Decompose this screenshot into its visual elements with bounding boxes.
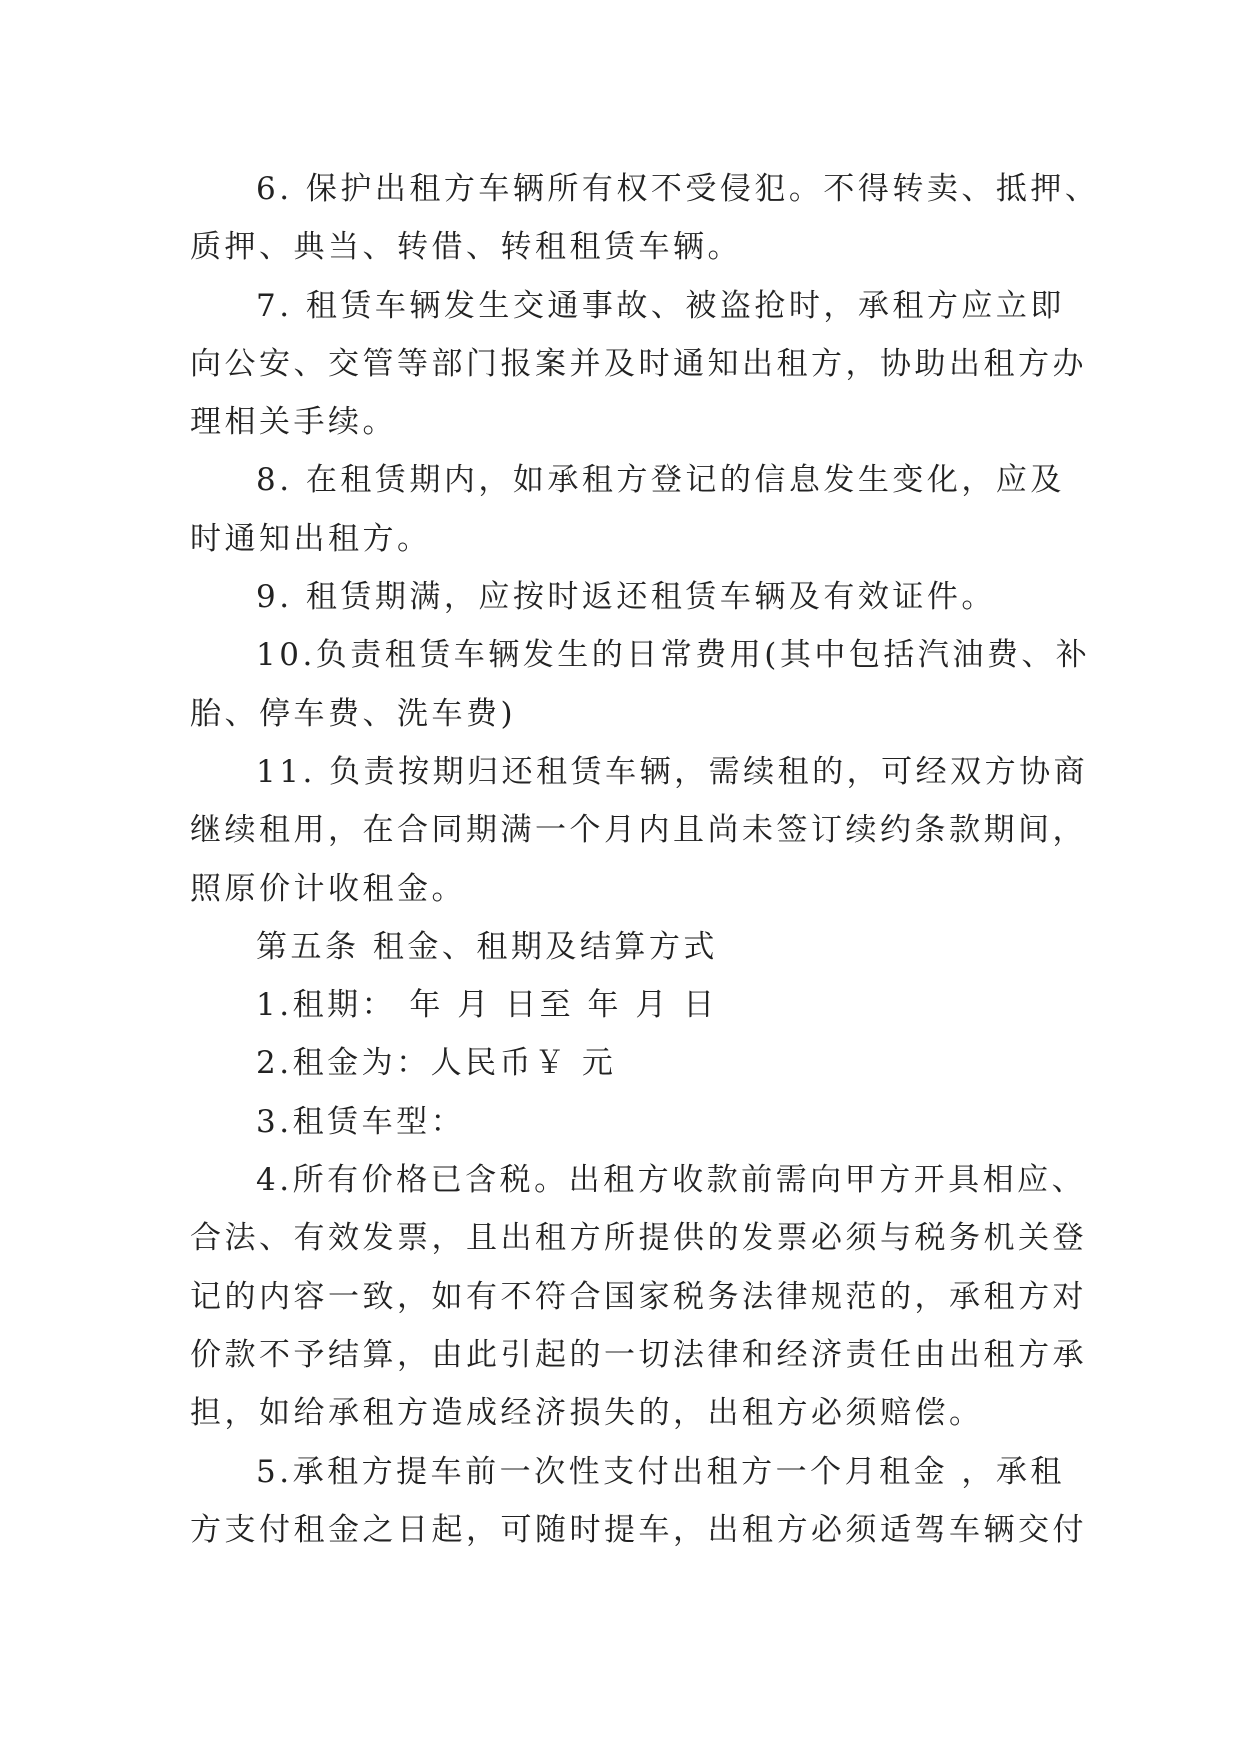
text-line: 担，如给承租方造成经济损失的，出租方必须赔偿。 xyxy=(190,1395,984,1432)
text-line: 质押、典当、转借、转租租赁车辆。 xyxy=(190,229,742,266)
text-line: 9. 租赁期满，应按时返还租赁车辆及有效证件。 xyxy=(256,579,996,616)
text-line: 向公安、交管等部门报案并及时通知出租方，协助出租方办 xyxy=(190,345,1087,382)
article-5-item-5 xyxy=(190,1443,1087,1560)
clause-6 xyxy=(190,160,1100,277)
text-line: 胎、停车费、洗车费) xyxy=(190,695,517,732)
text-line: 5.承租方提车前一次性支付出租方一个月租金 ，承租 xyxy=(256,1453,1065,1490)
article-5-heading xyxy=(190,918,1070,976)
text-line: 照原价计收租金。 xyxy=(190,870,466,907)
clause-10 xyxy=(190,626,1091,743)
section-heading: 第五条 租金、租期及结算方式 xyxy=(256,928,718,965)
text-line: 价款不予结算，由此引起的一切法律和经济责任由出租方承 xyxy=(190,1336,1087,1373)
text-line: 11. 负责按期归还租赁车辆，需续租的，可经双方协商 xyxy=(256,753,1089,790)
document-body xyxy=(190,160,1100,1559)
text-line: 8. 在租赁期内，如承租方登记的信息发生变化，应及 xyxy=(256,462,1065,499)
clause-7 xyxy=(190,277,1087,452)
text-line: 方支付租金之日起，可随时提车，出租方必须适驾车辆交付 xyxy=(190,1511,1087,1548)
text-line: 1.租期： 年 月 日至 年 月 日 xyxy=(256,987,718,1024)
article-5-item-2 xyxy=(190,1034,1070,1092)
article-5-item-1 xyxy=(190,976,1070,1034)
text-line: 2.租金为：人民币￥ 元 xyxy=(256,1045,617,1082)
text-line: 6. 保护出租方车辆所有权不受侵犯。不得转卖、抵押、 xyxy=(256,171,1100,207)
text-line: 10.负责租赁车辆发生的日常费用(其中包括汽油费、补 xyxy=(256,637,1091,674)
text-line: 记的内容一致，如有不符合国家税务法律规范的，承租方对 xyxy=(190,1278,1087,1315)
text-line: 继续租用，在合同期满一个月内且尚未签订续约条款期间， xyxy=(190,812,1087,849)
clause-11 xyxy=(190,743,1089,918)
text-line: 时通知出租方。 xyxy=(190,520,432,557)
text-line: 合法、有效发票，且出租方所提供的发票必须与税务机关登 xyxy=(190,1220,1087,1257)
article-5-item-3 xyxy=(190,1093,1070,1151)
article-5-item-4 xyxy=(190,1151,1087,1442)
text-line: 7. 租赁车辆发生交通事故、被盗抢时，承租方应立即 xyxy=(256,287,1065,324)
clause-9 xyxy=(190,568,1070,626)
text-line: 4.所有价格已含税。出租方收款前需向甲方开具相应、 xyxy=(256,1162,1087,1199)
text-line: 理相关手续。 xyxy=(190,404,397,441)
text-line: 3.租赁车型： xyxy=(256,1103,466,1140)
clause-8 xyxy=(190,451,1070,568)
